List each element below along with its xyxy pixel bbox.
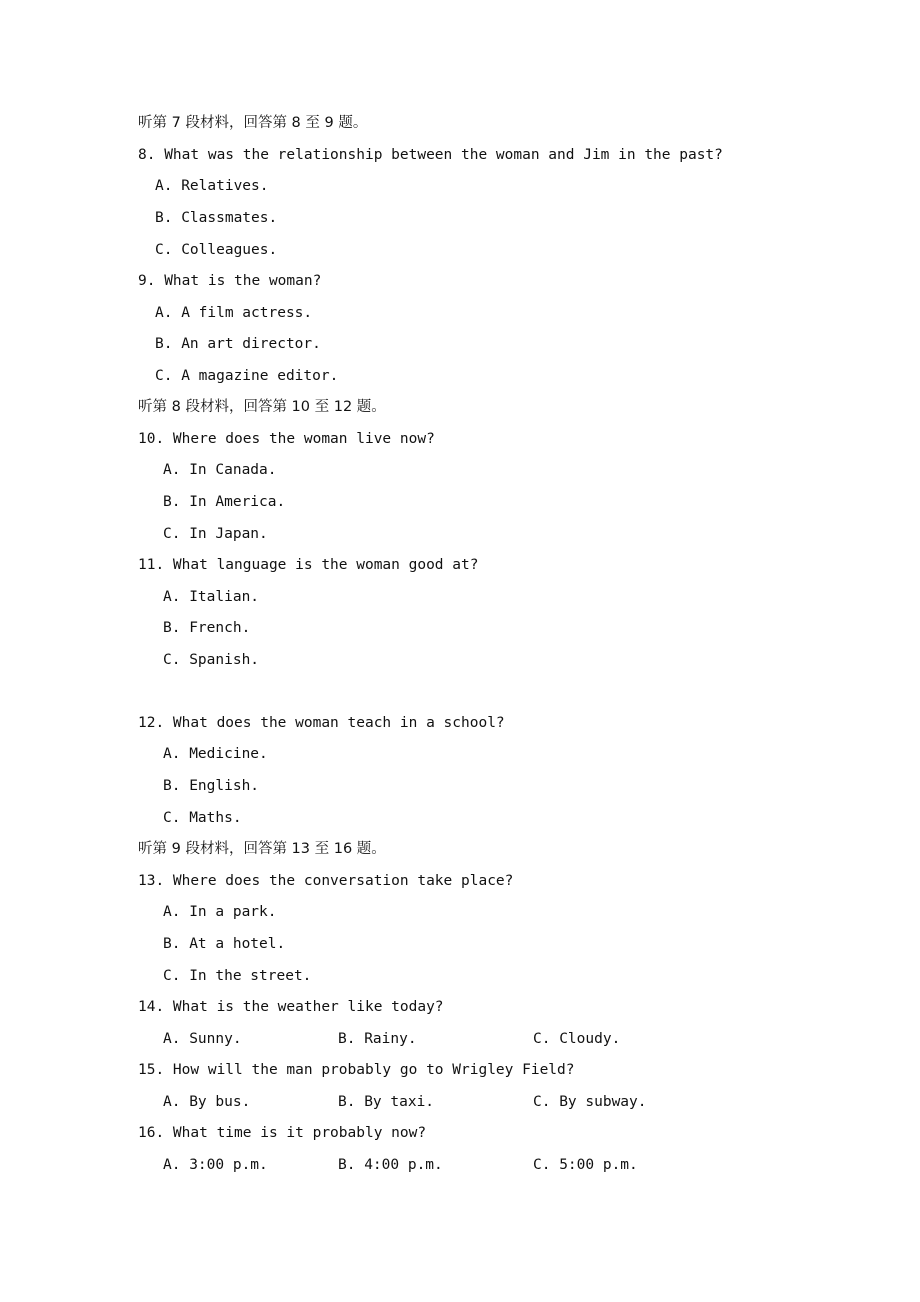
question-13: 13. Where does the conversation take place?: [138, 873, 514, 889]
question-11: 11. What language is the woman good at?: [138, 557, 479, 573]
question-8-option-b: B. Classmates.: [155, 210, 278, 226]
question-10-option-c: C. In Japan.: [163, 526, 268, 542]
question-10-option-b: B. In America.: [163, 494, 286, 510]
question-14-option-a: A. Sunny.: [163, 1031, 242, 1047]
question-9-option-c: C. A magazine editor.: [155, 368, 339, 384]
question-12: 12. What does the woman teach in a school?: [138, 715, 505, 731]
question-10-option-a: A. In Canada.: [163, 462, 277, 478]
question-8-option-a: A. Relatives.: [155, 178, 269, 194]
section-heading-9: 听第 9 段材料，回答第 13 至 16 题。: [138, 841, 386, 857]
question-14-option-b: B. Rainy.: [338, 1031, 417, 1047]
question-11-option-b: B. French.: [163, 620, 251, 636]
question-15-option-a: A. By bus.: [163, 1094, 251, 1110]
section-heading-8: 听第 8 段材料，回答第 10 至 12 题。: [138, 399, 386, 415]
question-12-option-c: C. Maths.: [163, 810, 242, 826]
question-16-option-b: B. 4:00 p.m.: [338, 1157, 443, 1173]
question-16: 16. What time is it probably now?: [138, 1125, 427, 1141]
question-11-option-a: A. Italian.: [163, 589, 260, 605]
question-13-option-c: C. In the street.: [163, 968, 312, 984]
question-14: 14. What is the weather like today?: [138, 999, 444, 1015]
question-13-option-b: B. At a hotel.: [163, 936, 286, 952]
question-8: 8. What was the relationship between the woman and Jim in the past?: [138, 147, 723, 163]
question-9-option-b: B. An art director.: [155, 336, 321, 352]
question-16-option-c: C. 5:00 p.m.: [533, 1157, 638, 1173]
question-9-option-a: A. A film actress.: [155, 305, 313, 321]
question-15: 15. How will the man probably go to Wrigley Field?: [138, 1062, 575, 1078]
question-15-option-c: C. By subway.: [533, 1094, 647, 1110]
section-heading-7: 听第 7 段材料，回答第 8 至 9 题。: [138, 115, 368, 131]
question-10: 10. Where does the woman live now?: [138, 431, 435, 447]
question-8-option-c: C. Colleagues.: [155, 242, 278, 258]
question-11-option-c: C. Spanish.: [163, 652, 260, 668]
question-15-option-b: B. By taxi.: [338, 1094, 435, 1110]
question-9: 9. What is the woman?: [138, 273, 322, 289]
question-13-option-a: A. In a park.: [163, 904, 277, 920]
question-16-option-a: A. 3:00 p.m.: [163, 1157, 268, 1173]
question-14-option-c: C. Cloudy.: [533, 1031, 621, 1047]
question-12-option-b: B. English.: [163, 778, 260, 794]
question-12-option-a: A. Medicine.: [163, 746, 268, 762]
